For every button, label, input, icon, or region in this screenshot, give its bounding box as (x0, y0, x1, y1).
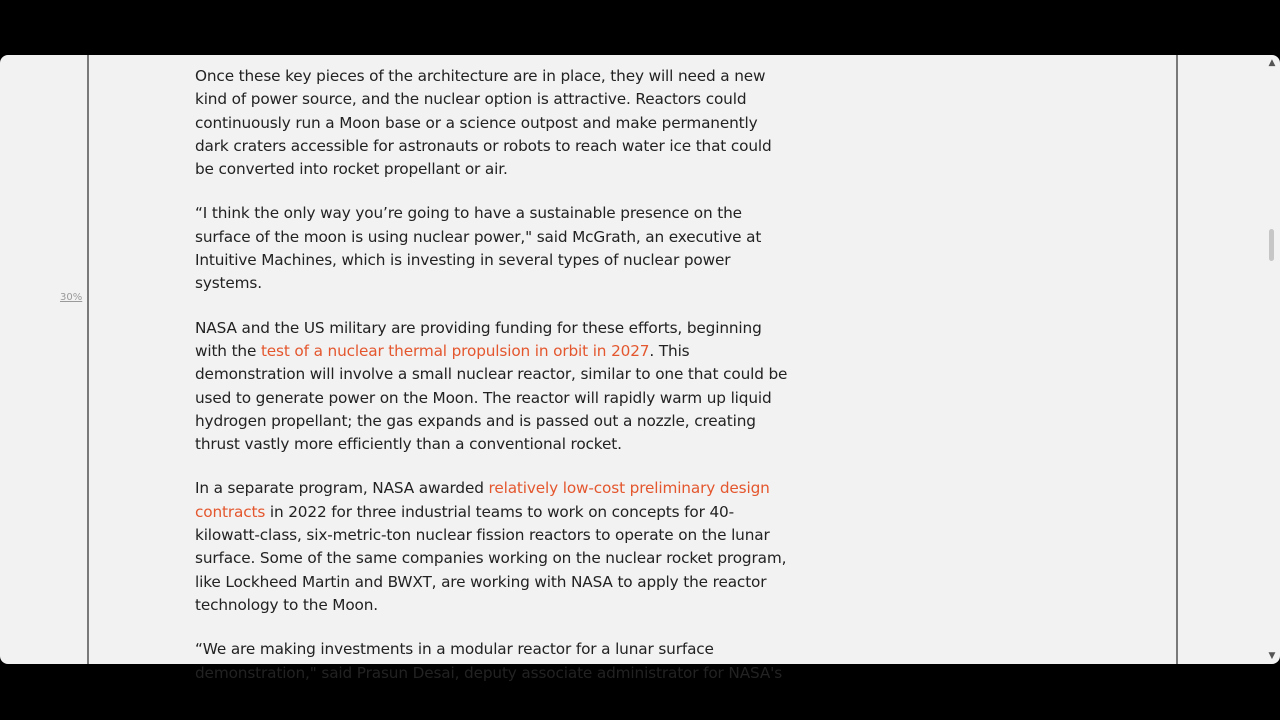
browser-window (0, 55, 1280, 682)
scroll-up-arrow-icon[interactable]: ▲ (1268, 58, 1276, 68)
link-design-contracts[interactable]: relatively low-cost preliminary design contracts (195, 479, 770, 521)
paragraph-text: In a separate program, NASA awarded (195, 479, 489, 498)
paragraph-text: “We are making investments in a modular reactor for a lunar surface demonstration," said Prasun Desai, deputy associate administrator for NASA's (195, 640, 783, 682)
scrollbar-thumb[interactable] (1269, 229, 1274, 261)
scroll-down-arrow-icon[interactable]: ▼ (1268, 651, 1276, 661)
paragraph-mcgrath-quote (195, 202, 795, 295)
paragraph-design-contracts (195, 477, 795, 617)
left-margin-rule (87, 55, 89, 664)
paragraph-nasa-funding (195, 317, 795, 457)
reading-progress-label[interactable]: 30% (60, 292, 83, 303)
paragraph-text: Once these key pieces of the architecture are in place, they will need a new kind of power source, and the nuclear option is attractive. Reactors could continuously run a Moon base or a science outpost and make permanently dark craters accessible for astronauts or robots to reach water ice that could be converted into rocket propellant or air. (195, 67, 772, 179)
article-body (195, 65, 795, 706)
paragraph-text: . This demonstration will involve a small nuclear reactor, similar to one that could be used to generate power on the Moon. The reactor will rapidly warm up liquid hydrogen propellant; the gas expands and is passed out a nozzle, creating thrust vastly more efficiently than a conventional rocket. (195, 341, 788, 454)
paragraph-power-source (195, 65, 795, 181)
paragraph-text: in 2022 for three industrial teams to work on concepts for 40-kilowatt-class, six-metric-ton nuclear fission reactors to operate on the lunar surface. Some of the same companies working on the nuclear rocket program, like Lockheed Martin and BWXT, are working with NASA to apply the reactor technology to the Moon. (195, 502, 787, 614)
vertical-scrollbar[interactable] (1264, 55, 1280, 664)
link-nuclear-thermal-propulsion[interactable]: test of a nuclear thermal propulsion in orbit in 2027 (260, 341, 650, 360)
paragraph-desai-quote (195, 638, 795, 685)
paragraph-text: “I think the only way you’re going to have a sustainable presence on the surface of the moon is using nuclear power," said McGrath, an executive at Intuitive Machines, which is investing in several types of nuclear power systems. (195, 204, 762, 293)
paragraph-text: NASA and the US military are providing funding for these efforts, beginning with the (195, 318, 762, 360)
right-margin-rule (1176, 55, 1178, 664)
